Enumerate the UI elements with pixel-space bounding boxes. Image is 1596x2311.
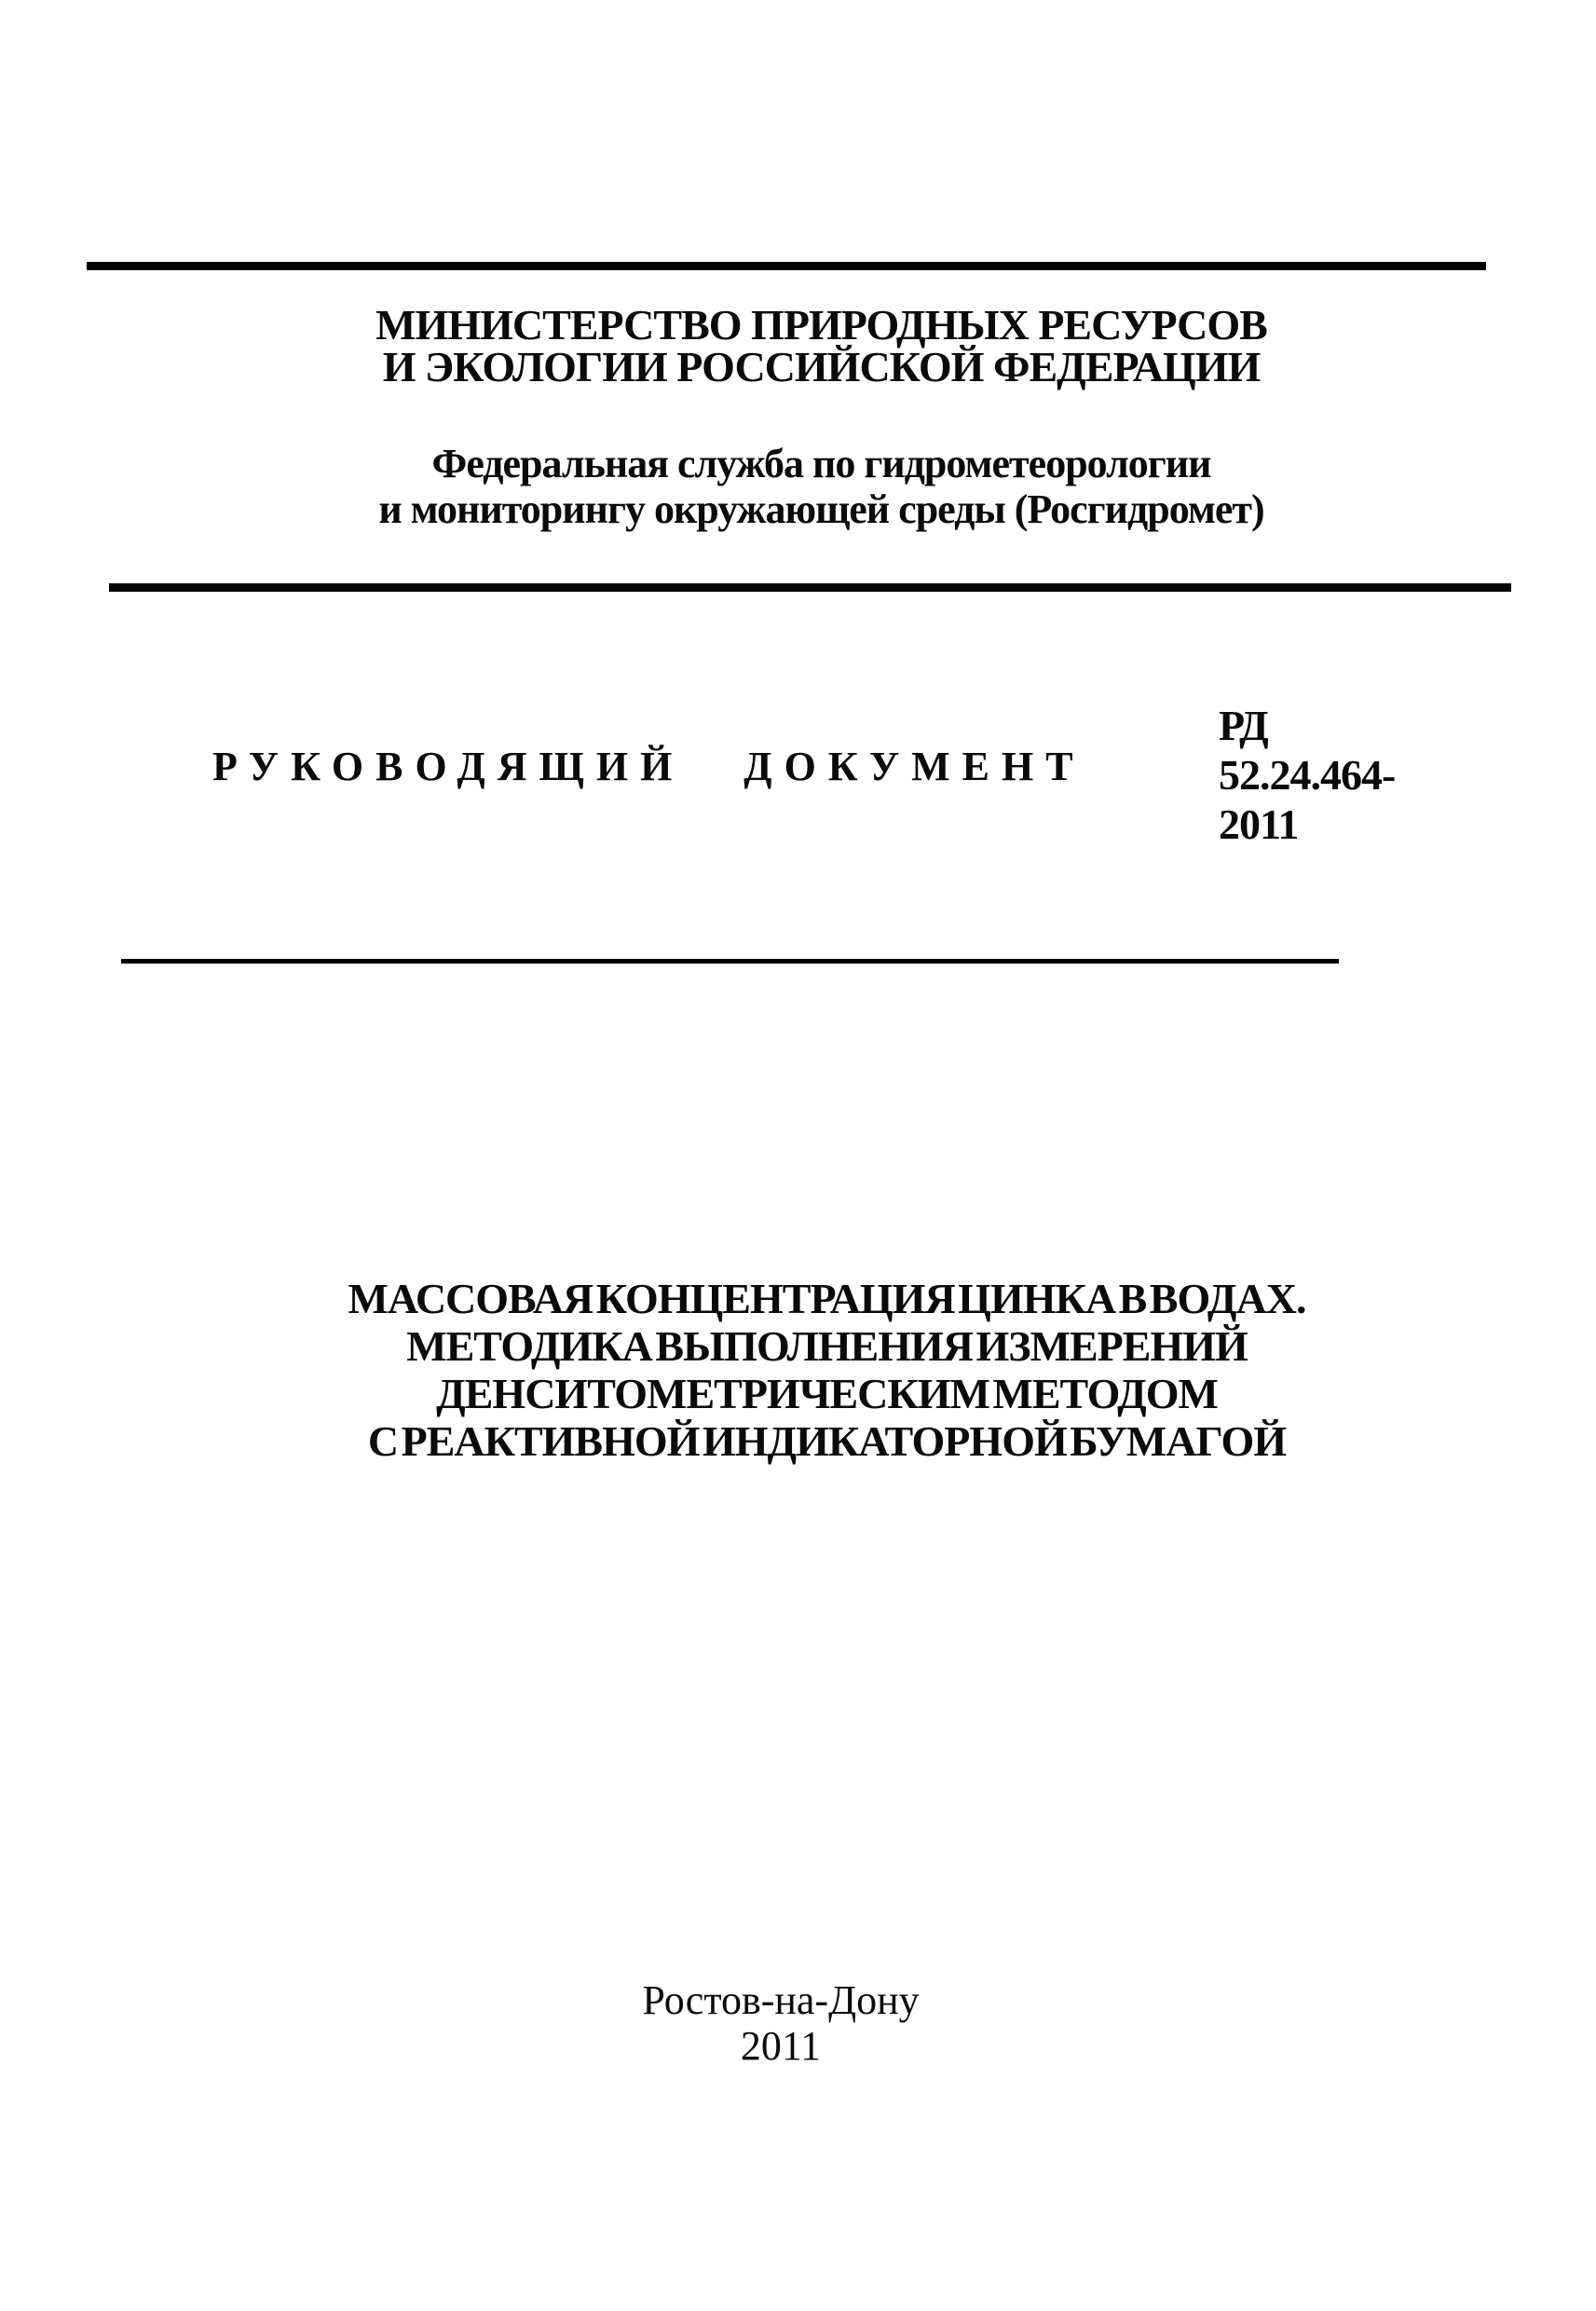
ministry-line-2: И ЭКОЛОГИИ РОССИЙСКОЙ ФЕДЕРАЦИИ: [382, 343, 1261, 390]
doc-code-block: [1219, 701, 1395, 849]
ministry-line-1: МИНИСТЕРСТВО ПРИРОДНЫХ РЕСУРСОВ: [375, 301, 1267, 349]
ministry-block: [47, 301, 1596, 390]
doc-code-line-1: РД: [1219, 702, 1268, 749]
imprint-year: 2011: [740, 2023, 822, 2069]
divider-bottom: [121, 959, 1339, 964]
doc-code-line-2: 52.24.464-: [1219, 751, 1396, 799]
title-line-1: МАССОВАЯ КОНЦЕНТРАЦИЯ ЦИНКА В ВОДАХ.: [348, 1275, 1306, 1322]
service-line-1: Федеральная служба по гидрометеорологии: [431, 441, 1211, 486]
document-title: [58, 1275, 1596, 1465]
service-line-2: и мониторингу окружающей среды (Росгидромет): [378, 486, 1264, 532]
doc-code-line-3: 2011: [1219, 800, 1299, 848]
divider-top: [87, 262, 1486, 270]
title-line-4: С РЕАКТИВНОЙ ИНДИКАТОРНОЙ БУМАГОЙ: [367, 1417, 1287, 1465]
title-line-3: ДЕНСИТОМЕТРИЧЕСКИМ МЕТОДОМ: [436, 1370, 1218, 1417]
doc-type-label: РУКОВОДЯЩИЙ ДОКУМЕНТ: [212, 744, 1085, 789]
divider-middle: [109, 583, 1511, 592]
service-block: [47, 441, 1596, 532]
imprint-city: Ростов-на-Дону: [642, 1977, 920, 2023]
imprint-block: [0, 1977, 1562, 2069]
title-line-2: МЕТОДИКА ВЫПОЛНЕНИЯ ИЗМЕРЕНИЙ: [406, 1322, 1248, 1370]
